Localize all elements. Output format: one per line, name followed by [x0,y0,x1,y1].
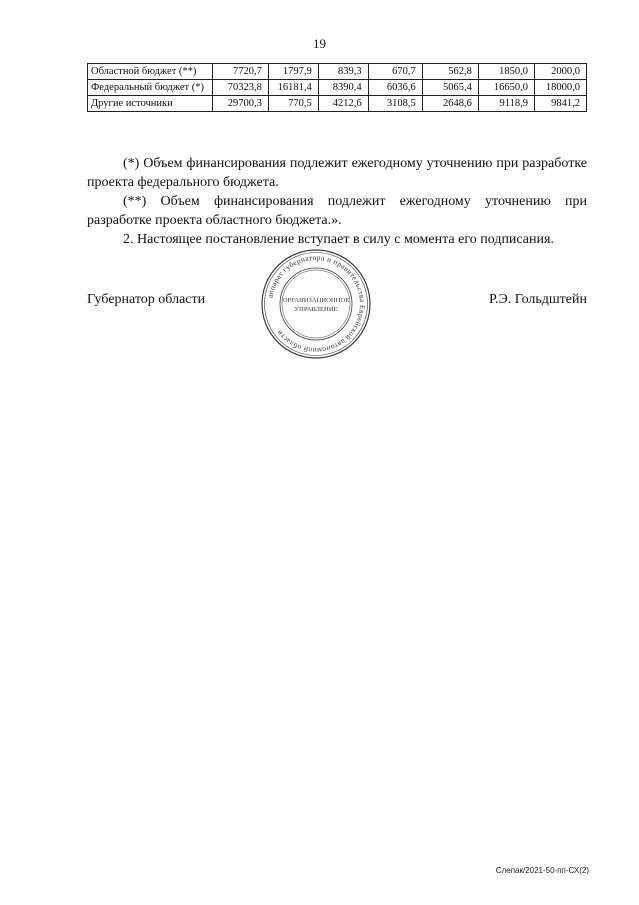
table-cell: 670,7 [368,64,422,80]
table-cell: 6036,6 [368,80,422,96]
table-cell: 8390,4 [318,80,368,96]
table-row [88,64,587,80]
table-cell: 5065,4 [422,80,478,96]
notes-section [87,154,587,249]
table-row [88,96,587,112]
table-cell: 770,5 [268,96,318,112]
table-cell: 562,8 [422,64,478,80]
table-cell: 16650,0 [478,80,534,96]
table-cell: 9118,9 [478,96,534,112]
table-cell: 7720,7 [212,64,268,80]
table-cell: 2000,0 [534,64,586,80]
signatory-position: Губернатор области [87,292,206,307]
document-code: Слепак/2021-50-пп-СХ(2) [495,866,589,875]
table-cell: 18000,0 [534,80,586,96]
table-cell: 16181,4 [268,80,318,96]
table-cell: 839,3 [318,64,368,80]
footnote-federal: (*) Объем финансирования подлежит ежегодному уточнению при разработке проекта федерального бюджета. [87,156,587,190]
table-row [88,80,587,96]
row-label: Другие источники [88,96,213,112]
table-cell: 1797,9 [268,64,318,80]
table-cell: 1850,0 [478,64,534,80]
table-cell: 4212,6 [318,96,368,112]
budget-table [87,63,587,112]
stamp-center-line2: УПРАВЛЕНИЕ [294,306,338,313]
row-label: Областной бюджет (**) [88,64,213,80]
stamp-outer-text: аппарат губернатора и правительства Еврейской автономной области [265,252,368,356]
effective-date-clause: 2. Настоящее постановление вступает в силу с момента его подписания. [123,232,554,247]
footnote-regional: (**) Объем финансирования подлежит ежегодному уточнению при разработке проекта областного бюджета.». [87,194,587,228]
table-cell: 3108,5 [368,96,422,112]
table-cell: 2648,6 [422,96,478,112]
stamp-center-line1: ОРГАНИЗАЦИОННОЕ [282,297,350,304]
signatory-name: Р.Э. Гольдштейн [488,292,587,307]
table-cell: 29700,3 [212,96,268,112]
official-stamp-icon [260,248,372,360]
row-label: Федеральный бюджет (*) [88,80,213,96]
table-cell: 70323,8 [212,80,268,96]
page-number: 19 [313,36,326,51]
table-cell: 9841,2 [534,96,586,112]
